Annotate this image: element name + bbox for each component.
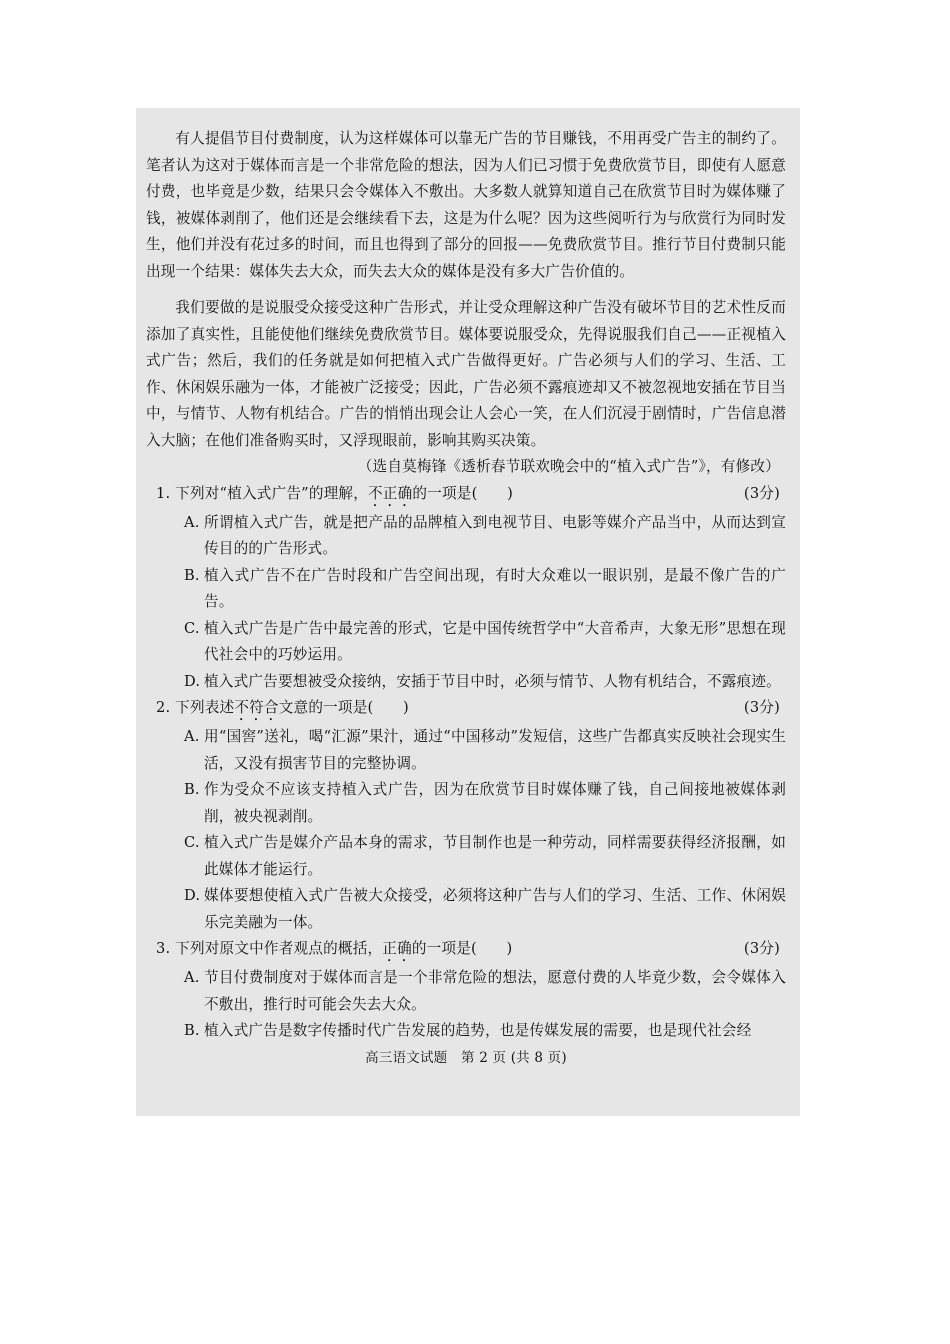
question-1-emphasis: 不正确 <box>368 484 413 502</box>
page-content <box>146 126 786 1071</box>
question-1 <box>146 481 786 696</box>
question-3-text: 3. 下列对原文中作者观点的概括，正确的一项是( ) <box>156 940 513 957</box>
question-2-option-c: C. 植入式广告是媒介产品本身的需求，节目制作也是一种劳动，同样需要获得经济报酬，如此媒体才能运行。 <box>184 834 786 878</box>
question-3-option-a: A. 节目付费制度对于媒体而言是一个非常危险的想法，愿意付费的人毕竟少数，会令媒体入不敷出，推行时可能会失去大众。 <box>184 969 786 1013</box>
question-1-option-a: A. 所谓植入式广告，就是把产品的品牌植入到电视节目、电影等媒介产品当中，从而达到宣传目的的广告形式。 <box>184 513 786 557</box>
question-2-option-a: A. 用“国窖”送礼，喝“汇源”果汁，通过“中国移动”发短信，这些广告都真实反映社会现实生活，又没有损害节目的完整协调。 <box>184 728 786 772</box>
question-1-option-b: B. 植入式广告不在广告时段和广告空间出现，有时大众难以一眼识别，是最不像广告的广告。 <box>184 566 786 610</box>
question-1-text: 1. 下列对“植入式广告”的理解，不正确的一项是( ) <box>156 484 513 502</box>
question-1-option-c: C. 植入式广告是广告中最完善的形式，它是中国传统哲学中“大音希声，大象无形”思想在现代社会中的巧妙运用。 <box>184 619 786 663</box>
question-2-emphasis: 不符合 <box>234 699 279 716</box>
question-2-score: (3分) <box>743 699 780 716</box>
question-2 <box>146 695 786 936</box>
question-1-score: (3分) <box>743 484 780 502</box>
scanned-page <box>136 108 800 1116</box>
question-3-score: (3分) <box>743 940 780 957</box>
paragraph-gap <box>146 285 786 295</box>
paragraph-1: 有人提倡节目付费制度，认为这样媒体可以靠无广告的节目赚钱，不用再受广告主的制约了。笔者认为这对于媒体而言是一个非常危险的想法，因为人们已习惯于免费欣赏节目，即使有人愿意付费，也毕竟是少数，结果只会令媒体入不敷出。大多数人就算知道自己在欣赏节目时为媒体赚了钱，被媒体剥削了，他们还是会继续看下去，这是为什么呢？因为这些阅听行为与欣赏行为同时发生，他们并没有花过多的时间，而且也得到了部分的回报——免费欣赏节目。推行节目付费制只能出现一个结果：媒体失去大众，而失去大众的媒体是没有多大广告价值的。 <box>146 130 786 280</box>
question-3-option-b: B. 植入式广告是数字传播时代广告发展的趋势，也是传媒发展的需要，也是现代社会经 <box>184 1022 752 1039</box>
question-2-option-b: B. 作为受众不应该支持植入式广告，因为在欣赏节目时媒体赚了钱，自己间接地被媒体剥削，被央视剥削。 <box>184 781 786 825</box>
question-3-stem <box>146 936 786 965</box>
question-2-text: 2. 下列表述不符合文意的一项是( ) <box>156 699 409 716</box>
page-footer: 高三语文试题 第 2 页 (共 8 页) <box>365 1049 567 1066</box>
question-3 <box>146 936 786 1045</box>
source-citation: （选自莫梅锋《透析春节联欢晚会中的“植入式广告”》，有修改） <box>357 458 780 475</box>
question-1-stem <box>146 481 786 510</box>
paragraph-2: 我们要做的是说服受众接受这种广告形式，并让受众理解这种广告没有破坏节目的艺术性反而添加了真实性，且能使他们继续免费欣赏节目。媒体要说服受众，先得说服我们自己——正视植入式广告；然后，我们的任务就是如何把植入式广告做得更好。广告必须与人们的学习、生活、工作、休闲娱乐融为一体，才能被广泛接受；因此，广告必须不露痕迹却又不被忽视地安插在节目当中，与情节、人物有机结合。广告的悄悄出现会让人会心一笑，在人们沉浸于剧情时，广告信息潜入大脑；在他们准备购买时，又浮现眼前，影响其购买决策。 <box>146 299 786 449</box>
question-2-option-d: D. 媒体要想使植入式广告被大众接受，必须将这种广告与人们的学习、生活、工作、休闲娱乐完美融为一体。 <box>184 887 786 931</box>
question-3-emphasis: 正确 <box>382 940 412 957</box>
question-1-option-d: D. 植入式广告要想被受众接纳，安插于节目中时，必须与情节、人物有机结合，不露痕迹。 <box>184 672 781 690</box>
question-2-stem <box>146 695 786 724</box>
